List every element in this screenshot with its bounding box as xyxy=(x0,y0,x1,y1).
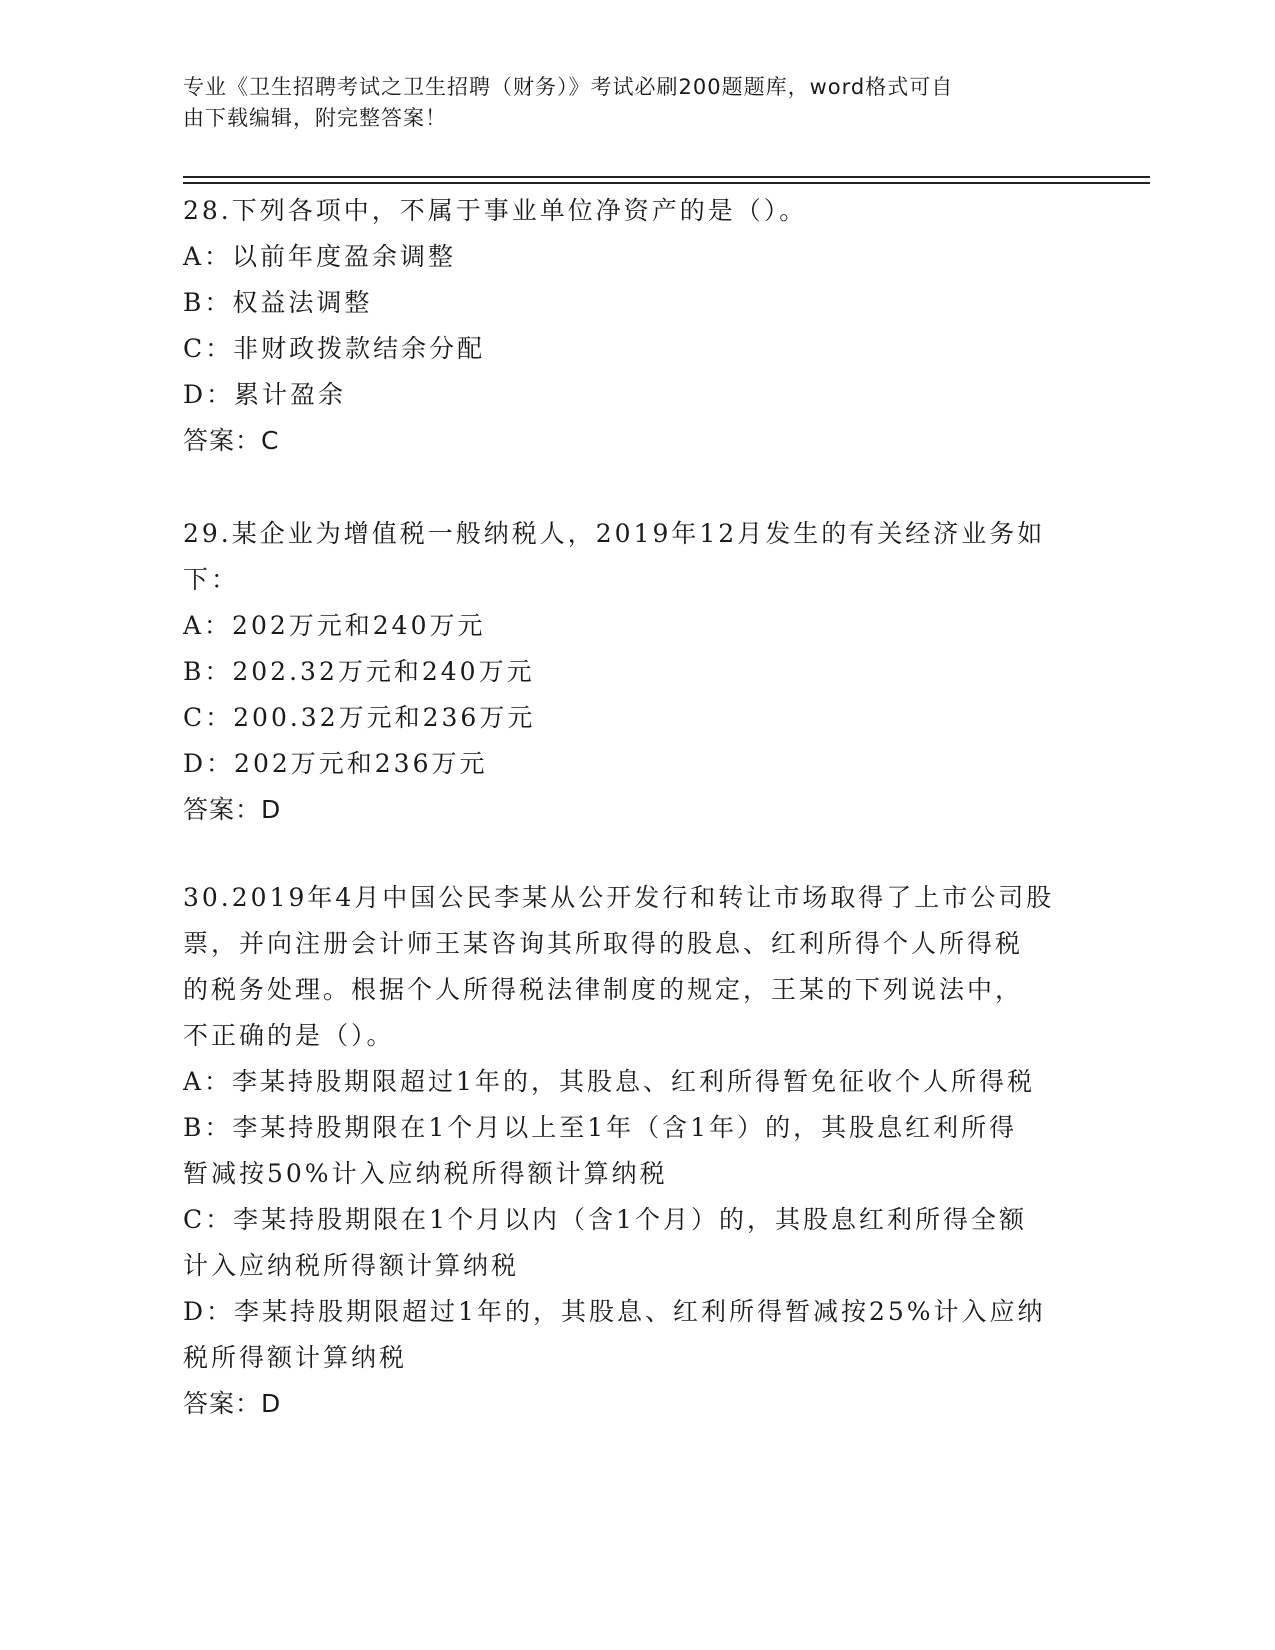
option-a: A：以前年度盈余调整 xyxy=(183,242,457,271)
question-29 xyxy=(183,511,1083,833)
option-c-continued: 计入应纳税所得额计算纳税 xyxy=(183,1251,520,1280)
question-stem-continued: 不正确的是（）。 xyxy=(183,1021,395,1050)
header-divider-thick xyxy=(183,176,1150,178)
option-c: C：李某持股期限在1个月以内（含1个月）的，其股息红利所得全额 xyxy=(183,1205,1027,1234)
option-a: A：202万元和240万元 xyxy=(183,611,486,640)
option-b: B：202.32万元和240万元 xyxy=(183,657,535,686)
question-30 xyxy=(183,875,1083,1427)
option-b-continued: 暂减按50%计入应纳税所得额计算纳税 xyxy=(183,1159,668,1188)
question-stem-continued: 的税务处理。根据个人所得税法律制度的规定，王某的下列说法中， xyxy=(183,975,1024,1004)
question-stem-continued: 票，并向注册会计师王某咨询其所取得的股息、红利所得个人所得税 xyxy=(183,929,1024,958)
header-line-2: 由下载编辑，附完整答案！ xyxy=(183,106,447,130)
question-stem: 30.2019年4月中国公民李某从公开发行和转让市场取得了上市公司股 xyxy=(183,883,1055,912)
option-c: C：200.32万元和236万元 xyxy=(183,703,536,732)
option-d: D：李某持股期限超过1年的，其股息、红利所得暂减按25%计入应纳 xyxy=(183,1297,1046,1326)
option-b: B：李某持股期限在1个月以上至1年（含1年）的，其股息红利所得 xyxy=(183,1113,1018,1142)
question-28 xyxy=(183,188,1083,464)
option-d: D：累计盈余 xyxy=(183,380,347,409)
document-header xyxy=(183,72,1063,134)
answer-line: 答案：C xyxy=(183,426,280,455)
option-c: C：非财政拨款结余分配 xyxy=(183,334,486,363)
option-b: B：权益法调整 xyxy=(183,288,373,317)
option-a: A：李某持股期限超过1年的，其股息、红利所得暂免征收个人所得税 xyxy=(183,1067,1035,1096)
answer-line: 答案：D xyxy=(183,795,282,824)
header-line-1: 专业《卫生招聘考试之卫生招聘（财务）》考试必刷200题题库，word格式可自 xyxy=(183,75,954,99)
option-d: D：202万元和236万元 xyxy=(183,749,488,778)
question-stem: 29.某企业为增值税一般纳税人，2019年12月发生的有关经济业务如 xyxy=(183,519,1046,548)
header-divider-thin xyxy=(183,182,1150,184)
answer-line: 答案：D xyxy=(183,1389,282,1418)
question-stem: 28.下列各项中，不属于事业单位净资产的是（）。 xyxy=(183,196,808,225)
question-stem-continued: 下： xyxy=(183,565,240,594)
option-d-continued: 税所得额计算纳税 xyxy=(183,1343,408,1372)
